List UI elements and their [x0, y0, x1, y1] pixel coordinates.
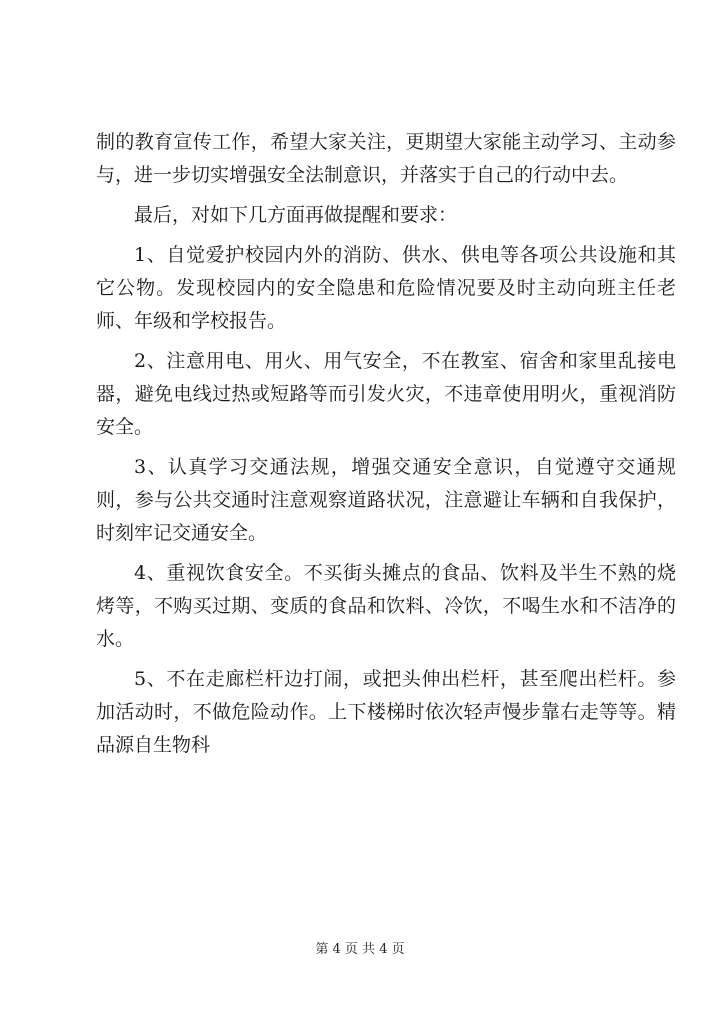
paragraph-7: 5、不在走廊栏杆边打闹，或把头伸出栏杆，甚至爬出栏杆。参加活动时，不做危险动作。上下楼梯时依次轻声慢步靠右走等等。精品源自生物科 — [96, 668, 676, 756]
paragraph-6: 4、重视饮食安全。不买街头摊点的食品、饮料及半生不熟的烧烤等，不购买过期、变质的食品和饮料、冷饮，不喝生水和不洁净的水。 — [96, 562, 676, 650]
paragraph-4: 2、注意用电、用火、用气安全，不在教室、宿舍和家里乱接电器，避免电线过热或短路等而引发火灾，不违章使用明火，重视消防安全。 — [96, 350, 676, 438]
paragraph-1: 制的教育宣传工作，希望大家关注，更期望大家能主动学习、主动参与，进一步切实增强安全法制意识，并落实于自己的行动中去。 — [96, 131, 676, 186]
paragraph-3: 1、自觉爱护校园内外的消防、供水、供电等各项公共设施和其它公物。发现校园内的安全隐患和危险情况要及时主动向班主任老师、年级和学校报告。 — [96, 244, 676, 332]
paragraph-2: 最后，对如下几方面再做提醒和要求： — [134, 204, 458, 226]
page-footer: 第 4 页 共 4 页 — [315, 942, 405, 957]
body-text — [96, 126, 676, 762]
paragraph-5: 3、认真学习交通法规，增强交通安全意识，自觉遵守交通规则，参与公共交通时注意观察道路状况，注意避让车辆和自我保护，时刻牢记交通安全。 — [96, 456, 676, 544]
